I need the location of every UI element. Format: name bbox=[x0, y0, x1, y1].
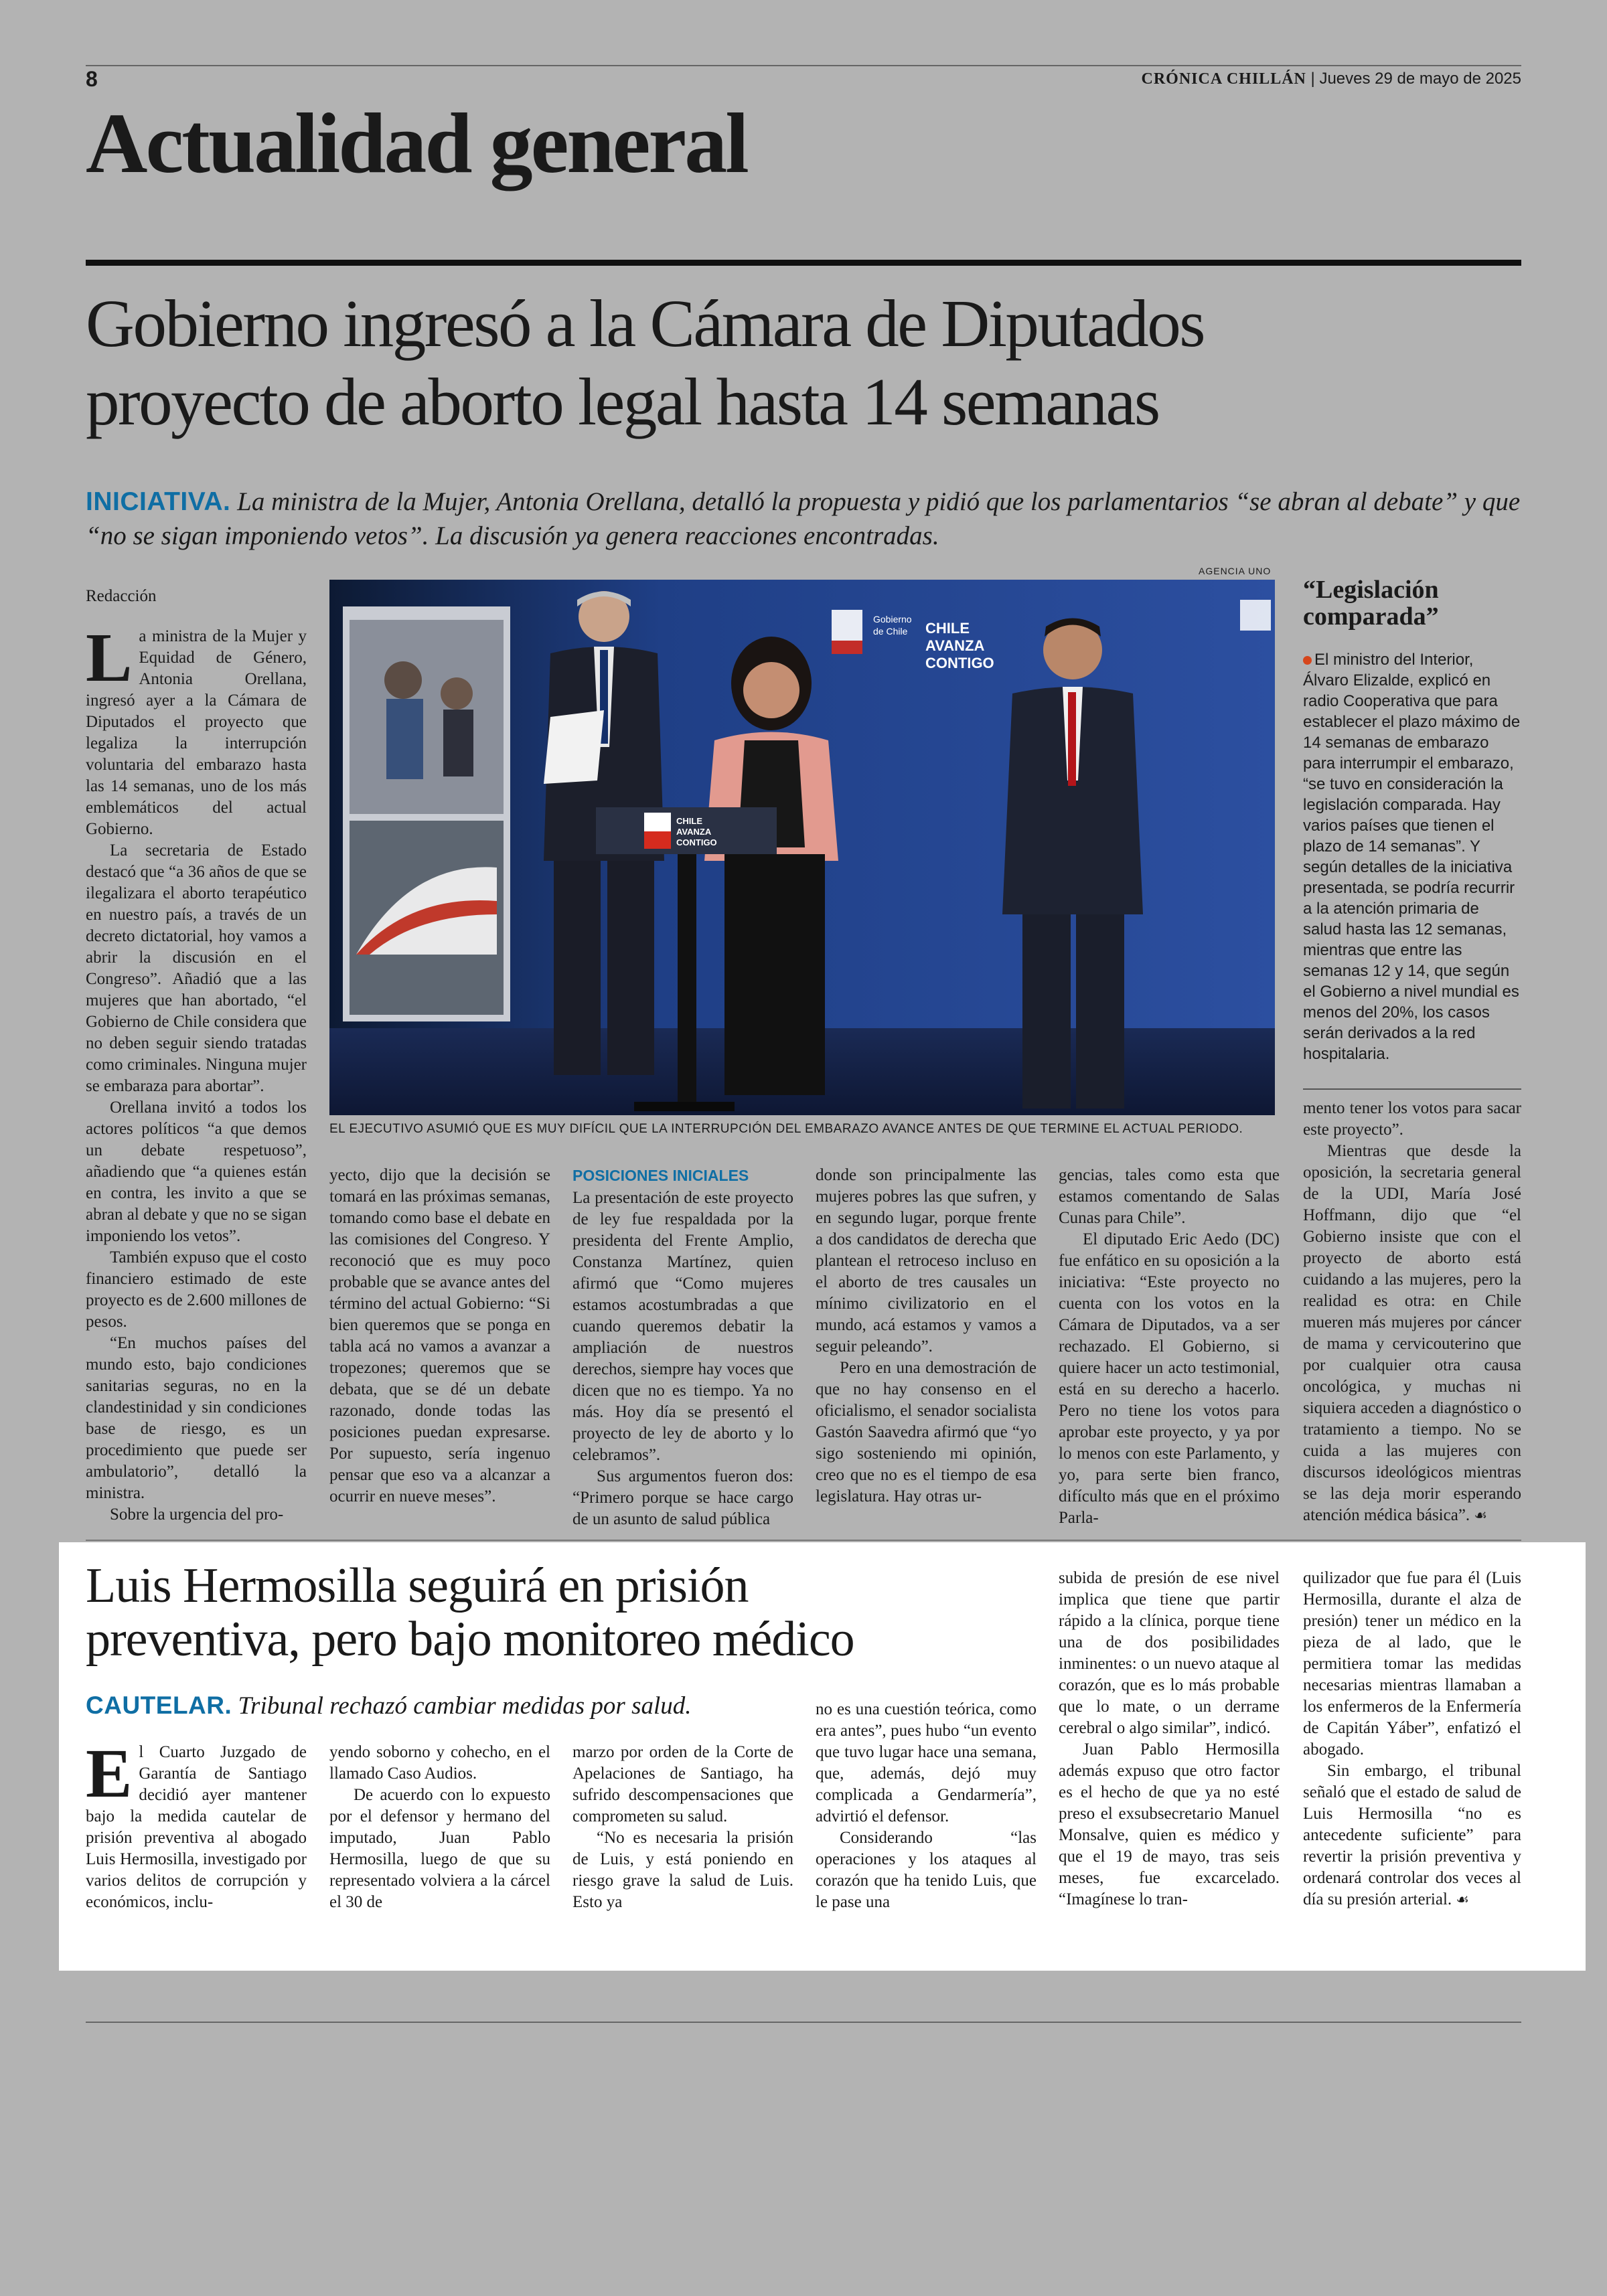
gov-label-line1: Gobierno bbox=[873, 614, 912, 625]
second-col2-paragraph-2: De acuerdo con lo expuesto por el defensor y hermano del imputado, Juan Pablo Hermosilla, luego de que su representado volviera a la cárcel el 30 de bbox=[329, 1786, 550, 1911]
second-col1-paragraph bbox=[86, 1735, 307, 1913]
second-column-2 bbox=[329, 1742, 550, 1913]
second-col2-paragraph-1: yendo soborno y cohecho, en el llamado Caso Audios. bbox=[329, 1743, 550, 1783]
main-headline-line2: proyecto de aborto legal hasta 14 semanas bbox=[86, 364, 1159, 440]
main-paragraph-6: Sobre la urgencia del pro- bbox=[110, 1505, 284, 1524]
press-conference-photo bbox=[329, 580, 1275, 1115]
main-paragraph-2: La secretaria de Estado destacó que “a 36 años de que se ilegalizara el aborto terapéutico en nuestro país, a través de un decreto dictatorial, hoy vamos a abrir la discusión en el Congreso”. Añadió que a las mujeres que han abortado, “el Gobierno de Chile considera que no deben seguir siendo tratadas como criminales. Ninguna mujer se embaraza para abortar”. bbox=[86, 841, 307, 1095]
main-column-3 bbox=[572, 1165, 793, 1530]
podium-line3: CONTIGO bbox=[676, 837, 717, 847]
page-number: 8 bbox=[86, 67, 98, 91]
end-mark: ☙ bbox=[1474, 1507, 1488, 1524]
second-c1-text: l Cuarto Juzgado de Garantía de Santiago decidió ayer mantener bajo la medida cautelar de prisión preventiva al abogado Luis Hermosilla, investigado por varios delitos de corrupción y económicos, inclu- bbox=[86, 1743, 307, 1911]
main-column-6 bbox=[1303, 1098, 1521, 1526]
second-column-4 bbox=[816, 1699, 1037, 1913]
story2-top-rule bbox=[86, 1540, 1521, 1541]
main-col6-paragraph-1: mento tener los votos para sacar este proyecto”. bbox=[1303, 1099, 1521, 1139]
subhead-posiciones: POSICIONES INICIALES bbox=[572, 1167, 749, 1184]
second-c6-p2-text: Sin embargo, el tribunal señaló que el estado de salud de Luis Hermosilla “no es antecedente suficiente” para revertir la prisión preventiva y ordenará controlar dos veces al día su presión arterial. bbox=[1303, 1762, 1521, 1908]
second-col6-paragraph-2 bbox=[1303, 1760, 1521, 1910]
main-column-5 bbox=[1059, 1165, 1280, 1529]
backdrop-line3: CONTIGO bbox=[925, 655, 994, 671]
main-column-4 bbox=[816, 1165, 1037, 1507]
second-kicker: CAUTELAR. bbox=[86, 1692, 232, 1719]
main-paragraph-5: “En muchos países del mundo esto, bajo condiciones sanitarias seguras, no en la clandestinidad y sin condiciones base de riesgo, es un procedimiento que puede ser ambulatorio”, detalló la ministra. bbox=[86, 1334, 307, 1502]
second-col5-paragraph-2: Juan Pablo Hermosilla además expuso que otro factor es el hecho de que ya no esté preso el exsubsecretario Manuel Monsalve, quien es médico y que el 19 de mayo, tras seis meses, fue excarcelado. “Imagínese lo tran- bbox=[1059, 1740, 1280, 1908]
main-col6-p2-text: Mientras que desde la oposición, la secretaria general de la UDI, María José Hoffmann, dijo que “el Gobierno insiste que con el proyecto de aborto está cuidando a las mujeres, pero la realidad es otra: en Chile mueren más mujeres por cáncer de mama y cervicouterino que por cualquier otra causa oncológica, y muchas ni siquiera acceden a diagnóstico o tratamiento a tiempo. No se cuida a las mujeres con discursos ideológicos mientras se las deja morir esperando atención médica básica”. bbox=[1303, 1142, 1521, 1524]
publication-name: CRÓNICA CHILLÁN bbox=[1141, 70, 1306, 88]
main-deck bbox=[86, 485, 1532, 553]
section-title: Actualidad general bbox=[86, 96, 747, 191]
main-col2-paragraph-1: yecto, dijo que la decisión se tomará en las próximas semanas, tomando como base el debate en las comisiones del Congreso. Y reconoció que es muy poco probable que se avance antes del término del actual Gobierno: “Si bien queremos que se ponga en tabla acá no vamos a avanzar a tropezones; queremos que se debata, que se dé un debate razonado, donde todas las posiciones puedan expresarse. Por supuesto, sería ingenuo pensar que eso va a alcanzar a ocurrir en nueve meses”. bbox=[329, 1166, 550, 1505]
second-end-mark: ☙ bbox=[1456, 1891, 1470, 1908]
main-headline-line1: Gobierno ingresó a la Cámara de Diputados bbox=[86, 286, 1205, 361]
main-p1-text: a ministra de la Mujer y Equidad de Género, Antonia Orellana, ingresó ayer a la Cámara de Diputados el proyecto que legaliza la interrupción voluntaria del embarazo hasta las 14 semanas, uno de los más emblemáticos del actual Gobierno. bbox=[86, 627, 307, 838]
dropcap-l: L bbox=[86, 619, 133, 696]
main-paragraph-4: También expuso que el costo financiero estimado de este proyecto es de 2.600 millones de pesos. bbox=[86, 1248, 307, 1331]
gov-label-line2: de Chile bbox=[873, 626, 908, 637]
sidebar-body bbox=[1303, 649, 1521, 1064]
second-deck-text: Tribunal rechazó cambiar medidas por salud. bbox=[238, 1692, 692, 1720]
second-col3-paragraph-2: “No es necesaria la prisión de Luis, y está poniendo en riesgo grave la salud de Luis. Esto ya bbox=[572, 1829, 793, 1911]
main-paragraph-1 bbox=[86, 619, 307, 840]
top-rule bbox=[86, 65, 1521, 66]
second-col4-paragraph-1: no es una cuestión teórica, como era antes”, pues hubo “un evento que tuvo lugar hace una semana, que, además, dejó muy complicada a Gendarmería”, advirtió el defensor. bbox=[816, 1700, 1037, 1825]
main-column-1 bbox=[86, 586, 307, 1526]
masthead-separator: | bbox=[1310, 70, 1315, 88]
sidebar-bottom-rule bbox=[1303, 1088, 1521, 1090]
issue-date: Jueves 29 de mayo de 2025 bbox=[1319, 70, 1521, 88]
main-deck-text: La ministra de la Mujer, Antonia Orellana, detalló la propuesta y pidió que los parlamentarios “se abran al debate” y que “no se sigan imponiendo vetos”. La discusión ya genera reacciones encontradas. bbox=[86, 487, 1521, 550]
main-headline bbox=[86, 284, 1532, 441]
second-article-headline bbox=[86, 1560, 1077, 1667]
second-col4-paragraph-2: Considerando “las operaciones y los ataques al corazón que ha tenido Luis, que le pase una bbox=[816, 1829, 1037, 1911]
main-col4-paragraph-2: Pero en una demostración de que no hay consenso en el oficialismo, el senador socialista Gastón Saavedra afirmó que “yo sigo sosteniendo mi opinión, creo que no es el tiempo de esa legislatura. Hay otras ur- bbox=[816, 1359, 1037, 1505]
poster-panel bbox=[343, 606, 510, 1021]
second-col3-paragraph-1: marzo por orden de la Corte de Apelaciones de Santiago, ha sufrido descompensaciones que comprometen su salud. bbox=[572, 1743, 793, 1825]
podium-line1: CHILE bbox=[676, 816, 702, 826]
second-col5-paragraph-1: subida de presión de ese nivel implica que tiene que partir rápido a la clínica, porque tiene una de dos posibilidades inminentes: o un nuevo ataque al corazón, que es lo más probable que lo mate, o un derrame cerebral o algo similar”, indicó. bbox=[1059, 1569, 1280, 1737]
main-col6-paragraph-2 bbox=[1303, 1141, 1521, 1526]
second-col6-paragraph-1: quilizador que fue para él (Luis Hermosilla, durante el alza de presión) tener un médico en la pieza de al lado, que le permitiera tomar las medidas necesarias mientras llamaban a los enfermeros de la Enfermería de Capitán Yáber”, enfatizó el abogado. bbox=[1303, 1569, 1521, 1758]
main-paragraph-3: Orellana invitó a todos los actores políticos “a que demos un debate respetuoso”, añadiendo que “a quienes están en contra, les invito a que se abran al debate y que no se sigan imponiendo los vetos”. bbox=[86, 1098, 307, 1245]
dropcap-e: E bbox=[86, 1735, 133, 1812]
section-rule bbox=[86, 260, 1521, 266]
main-col4-paragraph-1: donde son principalmente las mujeres pobres las que sufren, y en segundo lugar, porque frente a dos candidatos de derecha que plantean el retroceso incluso en el aborto de tres causales un mínimo civilizatorio en el mundo, acá estamos y vamos a seguir peleando”. bbox=[816, 1166, 1037, 1356]
bullet-dot-icon bbox=[1303, 656, 1312, 665]
main-col5-paragraph-1: gencias, tales como esta que estamos comentando de Salas Cunas para Chile”. bbox=[1059, 1166, 1280, 1227]
byline: Redacción bbox=[86, 587, 157, 605]
second-headline-line2: preventiva, pero bajo monitoreo médico bbox=[86, 1611, 854, 1667]
main-kicker: INICIATIVA. bbox=[86, 487, 231, 516]
main-col5-paragraph-2: El diputado Eric Aedo (DC) fue enfático en su oposición a la iniciativa: “Este proyecto no cuenta con los votos en la Cámara de Diputados, va a ser rechazado. El Gobierno, si quiere hacer un acto testimonial, está en su derecho a hacerlo. Pero no tiene los votos para aprobar este proyecto, y ya por lo menos con este Parlamento, y yo, para serte bien franco, difículto más que en el próximo Parla- bbox=[1059, 1230, 1280, 1527]
second-column-1 bbox=[86, 1735, 307, 1913]
photo-credit: AGENCIA UNO bbox=[1199, 566, 1272, 576]
backdrop-line1: CHILE bbox=[925, 620, 970, 637]
second-article-deck bbox=[86, 1692, 692, 1720]
sidebar-title: “Legislación comparada” bbox=[1303, 576, 1439, 631]
second-headline-line1: Luis Hermosilla seguirá en prisión bbox=[86, 1558, 749, 1613]
masthead bbox=[1142, 70, 1522, 88]
main-col3-paragraph-2: Sus argumentos fueron dos: “Primero porque se hace cargo de un asunto de salud pública bbox=[572, 1467, 793, 1528]
second-column-5 bbox=[1059, 1568, 1280, 1910]
photo-caption: EL EJECUTIVO ASUMIÓ QUE ES MUY DIFÍCIL QUE LA INTERRUPCIÓN DEL EMBARAZO AVANCE ANTES DE QUE TERMINE EL ACTUAL PERIODO. bbox=[329, 1122, 1243, 1136]
sidebar-text: El ministro del Interior, Álvaro Elizalde, explicó en radio Cooperativa que para establecer el plazo máximo de 14 semanas de embarazo para interrumpir el embarazo, “se tuvo en consideración la legislación comparada. Hay varios países que tienen el plazo de 14 semanas”. Y según detalles de la iniciativa presentada, se podría recurrir a la atención primaria de salud hasta las 12 semanas, mientras que entre las semanas 12 y 14, que según el Gobierno a nivel mundial es menos del 20%, los casos serán derivados a la red hospitalaria. bbox=[1303, 651, 1521, 1063]
backdrop-line2: AVANZA bbox=[925, 637, 985, 654]
main-col3-paragraph-1: La presentación de este proyecto de ley fue respaldada por la presidenta del Frente Amplio, Constanza Martínez, quien afirmó que “Como mujeres estamos acostumbradas a que cuando queremos debatir la ampliación de nuestros derechos, siempre hay voces que dicen que no es tiempo. Ya no más. Hoy día se presentó el proyecto de ley de aborto y lo celebramos”. bbox=[572, 1189, 793, 1464]
sidebar-paragraph bbox=[1303, 649, 1521, 1064]
second-column-3 bbox=[572, 1742, 793, 1913]
second-column-6 bbox=[1303, 1568, 1521, 1910]
podium-line2: AVANZA bbox=[676, 827, 712, 837]
bottom-rule bbox=[86, 2022, 1521, 2023]
main-column-2 bbox=[329, 1165, 550, 1507]
